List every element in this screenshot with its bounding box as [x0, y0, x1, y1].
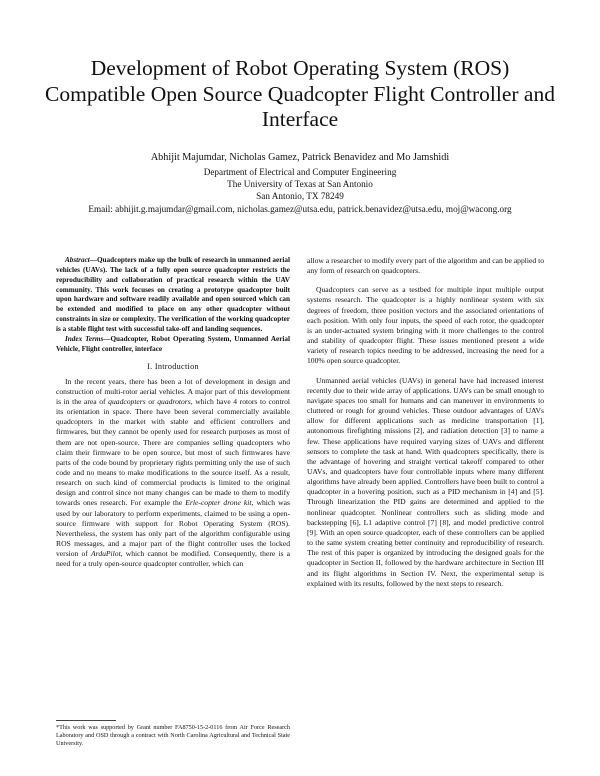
intro-text: , which was used by our laboratory to perform experiments, claimed to be using a open-source firmware with support for Robot Operating System (ROS). Nevertheless, the system has only part of the algorithm configurable using ROS messages, and a major part of the flight controller uses the locked version of — [56, 498, 290, 559]
affiliation-block — [40, 166, 560, 215]
affiliation-department: Department of Electrical and Computer Engineering — [203, 167, 397, 177]
affiliation-city: San Antonio, TX 78249 — [256, 191, 344, 202]
continued-paragraph: allow a researcher to modify every part of the algorithm and can be applied to any form of research on quadcopters. — [307, 256, 544, 276]
intro-emphasis: quadcopters — [108, 396, 146, 406]
abstract-paragraph — [56, 256, 290, 335]
intro-emphasis: quadrotors — [157, 396, 191, 406]
footnote-divider — [56, 720, 116, 721]
intro-text: In the recent years, there has been a lot of development in design and construction of multi-rotor aerial vehicles. A major part of this development is in the area of — [56, 376, 290, 406]
intro-text: , which cannot be modified. Consequently, there is a need for a truly open-source quadcopter controller, which can — [56, 549, 290, 569]
affiliation-university: The University of Texas at San Antonio — [227, 179, 373, 190]
intro-paragraph — [56, 377, 290, 570]
body-paragraph: Quadcopters can serve as a testbed for multiple input multiple output systems research. The quadcopter is a highly nonlinear system with six degrees of freedom, three position vectors and the associated orientations of each position. With only four inputs, the speed of each rotor, the quadcopter is an under-actuated system bringing with it more challenges to the control and stability of quadcopter flight. These issues mentioned present a wide variety of research topics needing to be addressed, increasing the need for a 100% open source quadcopter. — [307, 285, 544, 366]
index-terms-text: —Quadcopter, Robot Operating System, Unmanned Aerial Vehicle, Flight controller, interface — [56, 334, 290, 353]
section-heading-introduction: I. Introduction — [147, 362, 199, 372]
author-list: Abhijit Majumdar, Nicholas Gamez, Patrick Benavidez and Mo Jamshidi — [150, 152, 450, 163]
index-terms-paragraph — [56, 335, 290, 355]
body-paragraph: Unmanned aerial vehicles (UAVs) in general have had increased interest recently due to their wide array of applications. UAVs can be small enough to navigate spaces too small for humans and can maneuver in environments to cluttered or rough for ground vehicles. These outdoor advantages of UAVs allow for different applications such as medicine transportation [1], autonomous firefighting missions [2], and radiation detection [3] to name a few. These applications have required varying sizes of UAVs and different sensors to complete the task at hand. With quadcopters specifically, there is the advantage of hovering and straight vertical takeoff compared to other UAVs, and quadcopters have four controllable inputs where many different algorithms have already been applied. Controllers have been built to control a quadcopter in a hovering position, such as a PID mechanism in [4] and [5]. Through linearization the PID gains are determined and applied to the nonlinear quadcopter. Nonlinear controllers such as sliding mode and backstepping [6], L1 adaptive control [7] [8], and model predictive control [9]. With an open source quadcopter, each of these controllers can be applied to the same system creating better continuity and reproducibility of research. The rest of this paper is organized by introducing the designed goals for the quadcopter in Section II, followed by the hardware architecture in Section III and its flight algorithms in Section IV. Next, the experimental setup is explained with its results, followed by the next steps to research. — [307, 375, 544, 588]
intro-emphasis: Erle-copter drone kit — [185, 498, 252, 508]
affiliation-email: Email: abhijit.g.majumdar@gmail.com, nicholas.gamez@utsa.edu, patrick.benavidez@utsa.edu, moj@wacong.org — [88, 203, 512, 214]
abstract-label: Abstract — [65, 256, 90, 264]
intro-text: or — [145, 396, 158, 406]
funding-footnote: *This work was supported by Grant number FA8750-15-2-0116 from Air Force Research Laboratory and OSD through a contract with North Carolina Agricultural and Technical State University. — [56, 724, 290, 747]
left-column — [56, 256, 290, 570]
intro-text: , which have 4 rotors to control its orientation in space. There have been several commercially available quadcopters in the market with stable and efficient controllers and firmwares, but they cannot be openly used for research purposes as most of them are not open-source. There are companies selling quadcopters who claim their firmware to be open source, but most of such firmwares have parts of the code bound by proprietary rights permitting only the use of such code and no means to make modifications to the source itself. As a result, research on such kind of commercial products is limited to the original design and control since not many changes can be made to them to modify towards ones research. For example the — [56, 396, 290, 508]
abstract-block — [56, 256, 290, 354]
right-column — [307, 256, 544, 598]
abstract-text: —Quadcopters make up the bulk of research in unmanned aerial vehicles (UAVs). The lack of a fully open source quadcopter restricts the reproducibility and collaboration of practical research within the UAV community. This work focuses on creating a prototype quadcopter built upon hardware and software readily available and open sourced which can be extended and modified to place on any other quadcopter without constraints in size or complexity. The verification of the working quadcopter is a stable flight test with successful take-off and landing sequences. — [56, 256, 290, 333]
index-terms-label: Index Terms — [65, 334, 104, 343]
paper-title: Development of Robot Operating System (ROS) Compatible Open Source Quadcopter Flight Controller and Interface — [45, 56, 555, 131]
intro-emphasis: ArduPilot — [91, 549, 121, 559]
